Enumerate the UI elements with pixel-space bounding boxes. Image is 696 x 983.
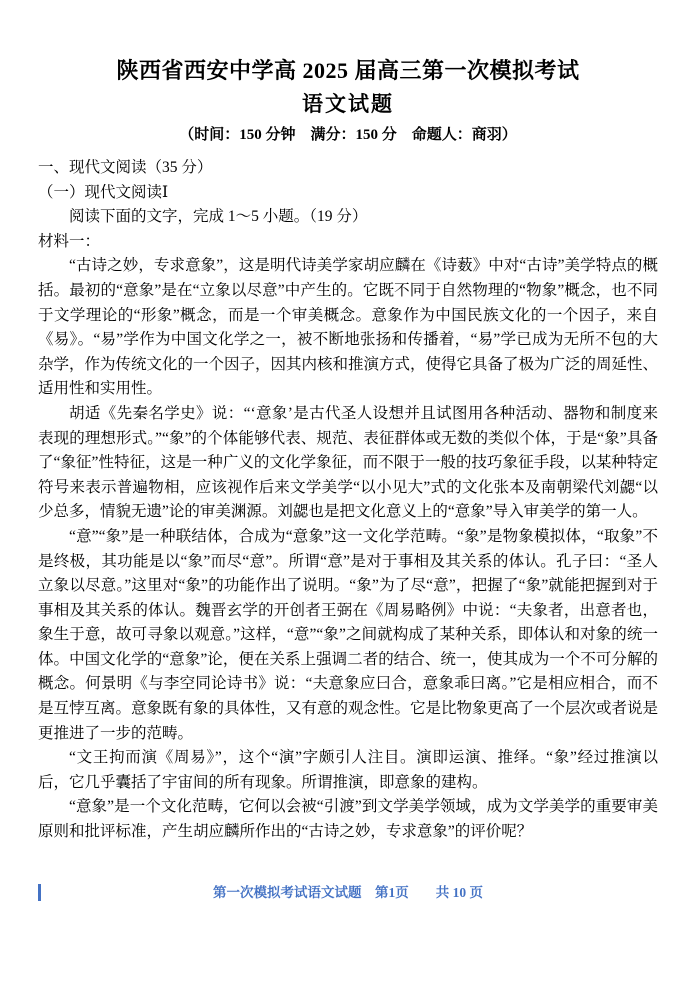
exam-info-line: （时间：150 分钟 满分：150 分 命题人：商羽） bbox=[179, 127, 517, 143]
material-paragraph: “文王拘而演《周易》”，这个“演”字颇引人注目。演即运演、推绎。“象”经过推演以后，它几乎囊括了宇宙间的所有现象。所谓推演，即意象的建构。 bbox=[38, 749, 658, 791]
document-subtitle: 语文试题 bbox=[302, 92, 394, 116]
material-paragraph: “意象”是一个文化范畴，它何以会被“引渡”到文学美学领域，成为文学美学的重要审美原则和批评标准，产生胡应麟所作出的“古诗之妙，专求意象”的评价呢？ bbox=[38, 798, 658, 841]
material-paragraph: “古诗之妙，专求意象”，这是明代诗美学家胡应麟在《诗薮》中对“古诗”美学特点的概括。最初的“意象”是在“立象以尽意”中产生的。它既不同于自然物理的“物象”概念，也不同于文学理论的“形象”概念，而是一个审美概念。意象作为中国民族文化的一个因子，来自《易》。“易”学作为中国文化学之一，被不断地张扬和传播着，“易”学已成为无所不包的大杂学，作为传统文化的一个因子，因其内核和推演方式，使得它具备了极为广泛的周延性、适用性和实用性。 bbox=[38, 257, 659, 398]
document-title: 陕西省西安中学高 2025 届高三第一次模拟考试 bbox=[116, 58, 580, 83]
section-heading: 一、现代文阅读（35 分） bbox=[38, 159, 213, 176]
document-body bbox=[38, 156, 658, 845]
material-paragraph: 胡适《先秦名学史》说：“‘意象’是古代圣人设想并且试图用各种活动、器物和制度来表现的理想形式。”“象”的个体能够代表、规范、表征群体或无数的类似个体，于是“象”具备了“象征”性特征，这是一种广义的文化学象征，而不限于一般的技巧象征手段，以某种特定符号来表示普遍物相，应该视作后来文学美学“以小见大”式的文化张本及南朝梁代刘勰“以少总多，情貌无遗”论的审美渊源。刘勰也是把文化意义上的“意象”导入审美学的第一人。 bbox=[38, 404, 658, 521]
page-footer: 第一次模拟考试语文试题 第1页 共 10 页 bbox=[213, 885, 483, 900]
material-paragraph: “意”“象”是一种联结体，合成为“意象”这一文化学范畴。“象”是物象模拟体，“取象”不是终极，其功能是以“象”而尽“意”。所谓“意”是对于事相及其关系的体认。孔子曰：“圣人立象以尽意。”这里对“象”的功能作出了说明。“象”为了尽“意”，把握了“象”就能把握到对于事相及其关系的体认。魏晋玄学的开创者王弼在《周易略例》中说：“夫象者，出意者也，象生于意，故可寻象以观意。”这样，“意”“象”之间就构成了某种关系，即体认和对象的统一体。中国文化学的“意象”论，便在关系上强调二者的结合、统一，使其成为一个不可分解的概念。何景明《与李空同论诗书》说：“夫意象应曰合，意象乖曰离。”它是相应相合，而不是互悖互离。意象既有象的具体性，又有意的观念性。它是比物象更高了一个层次或者说是更推进了一步的范畴。 bbox=[38, 527, 659, 742]
instruction-line: 阅读下面的文字，完成 1～5 小题。（19 分） bbox=[69, 208, 368, 226]
material-label: 材料一： bbox=[38, 232, 101, 250]
subsection-heading: （一）现代文阅读Ⅰ bbox=[38, 183, 169, 201]
